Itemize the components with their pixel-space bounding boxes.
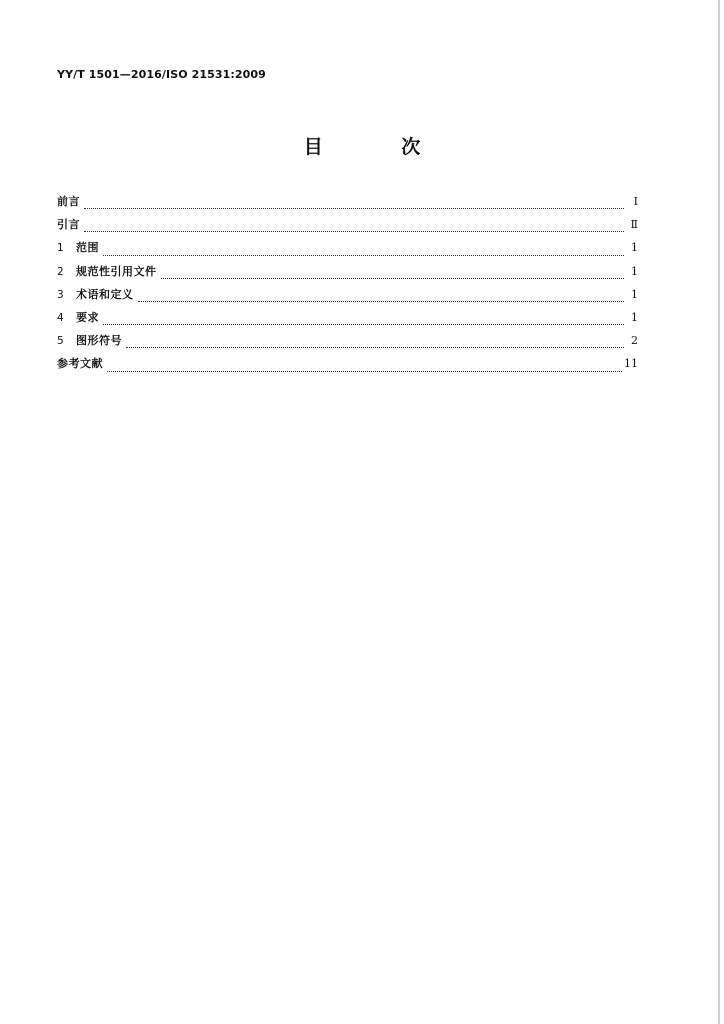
toc-entry-label: 前言 (57, 195, 80, 208)
toc-entry-bibliography[interactable] (57, 355, 638, 378)
toc-entry-number: 3 (57, 288, 64, 301)
toc-entry-page: 1 (631, 264, 638, 278)
toc-entry-page: 1 (631, 310, 638, 324)
toc-entry-number: 1 (57, 242, 64, 255)
toc-leader-dots (103, 255, 624, 256)
toc-entry-page: 1 (631, 241, 638, 255)
toc-leader-dots (84, 231, 624, 232)
toc-leader-dots (161, 278, 625, 279)
toc-leader-dots (84, 208, 624, 209)
standard-code: YY/T 1501—2016/ISO 21531:2009 (57, 68, 266, 81)
toc-entry-foreword[interactable] (57, 193, 638, 216)
page-title: 目 次 (303, 136, 457, 158)
toc-entry-label: 要求 (76, 310, 99, 324)
toc-entry-number: 2 (57, 265, 64, 278)
toc-leader-dots (126, 347, 624, 348)
toc-entry-label: 图形符号 (76, 334, 122, 348)
table-of-contents (57, 193, 638, 379)
toc-entry-terms-definitions[interactable] (57, 286, 638, 309)
toc-leader-dots (107, 371, 622, 372)
toc-entry-normative-references[interactable] (57, 263, 638, 286)
toc-entry-number: 5 (57, 335, 64, 348)
toc-entry-page: 2 (631, 334, 638, 348)
toc-entry-graphical-symbols[interactable] (57, 332, 638, 355)
toc-entry-page: 1 (631, 287, 638, 301)
toc-leader-dots (138, 301, 625, 302)
toc-entry-page: Ⅱ (630, 218, 638, 232)
toc-leader-dots (103, 324, 624, 325)
toc-entry-label: 引言 (57, 218, 80, 232)
toc-entry-label: 规范性引用文件 (76, 264, 157, 278)
toc-entry-label: 范围 (76, 241, 99, 255)
toc-entry-number: 4 (57, 311, 64, 324)
toc-entry-scope[interactable] (57, 239, 638, 262)
toc-entry-label: 参考文献 (57, 357, 103, 371)
toc-entry-page: Ⅰ (633, 195, 638, 208)
toc-entry-label: 术语和定义 (76, 287, 134, 301)
toc-entry-introduction[interactable] (57, 216, 638, 239)
toc-entry-page: 11 (624, 357, 638, 371)
toc-entry-requirements[interactable] (57, 309, 638, 332)
